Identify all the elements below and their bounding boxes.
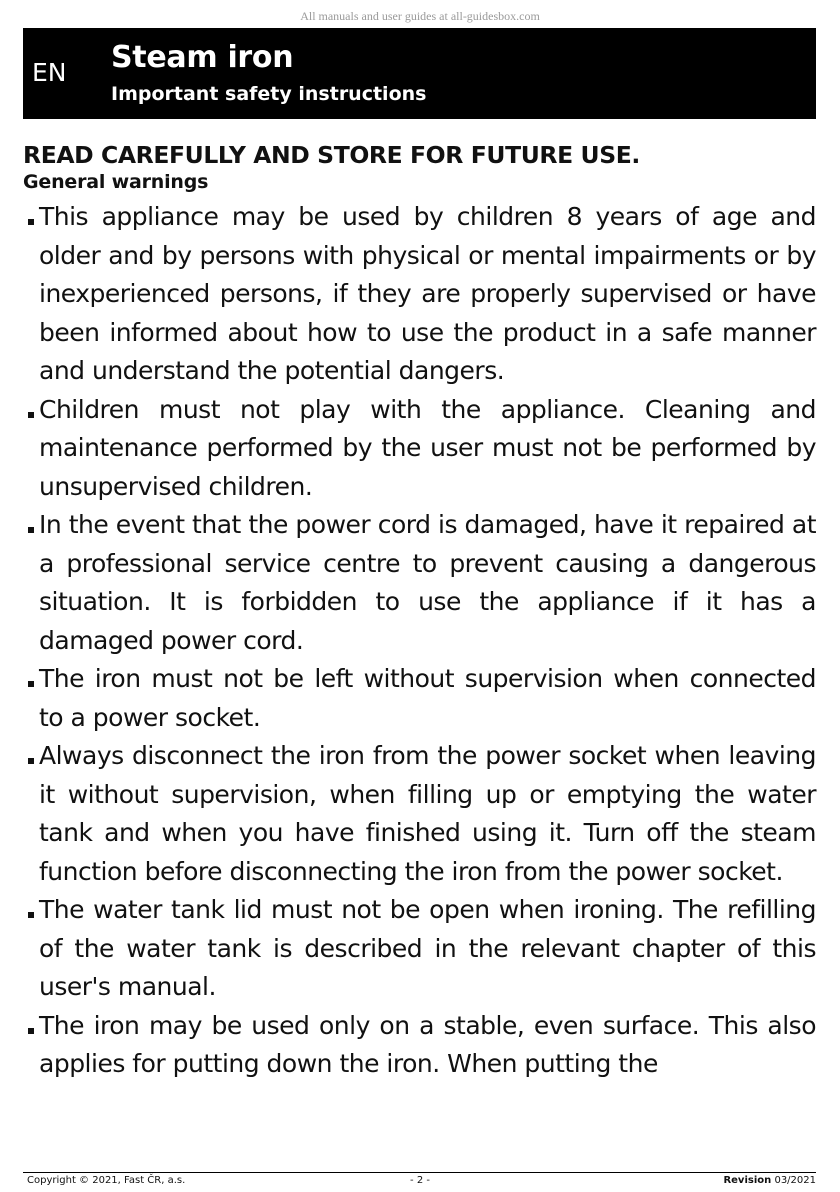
warning-item: Children must not play with the appliance. Cleaning and maintenance performed by the user must not be performed by unsupervised children. <box>23 391 816 507</box>
footer-page-number: - 2 - <box>410 1175 430 1186</box>
section-heading: General warnings <box>23 171 209 193</box>
warning-item: In the event that the power cord is damaged, have it repaired at a professional service centre to prevent causing a dangerous situation. It is forbidden to use the appliance if it has a damaged power cord. <box>23 506 816 660</box>
warning-item: This appliance may be used by children 8 years of age and older and by persons with physical or mental impairments or by inexperienced persons, if they are properly supervised or have been informed about how to use the product in a safe manner and understand the potential dangers. <box>23 198 816 391</box>
warning-item: The iron may be used only on a stable, even surface. This also applies for putting down the iron. When putting the <box>23 1007 816 1084</box>
main-heading: READ CAREFULLY AND STORE FOR FUTURE USE. <box>23 141 640 169</box>
page-header <box>23 28 816 119</box>
warning-item: Always disconnect the iron from the power socket when leaving it without supervision, when filling up or emptying the water tank and when you have finished using it. Turn off the steam function before disconnecting the iron from the power socket. <box>23 737 816 891</box>
language-code: EN <box>32 58 67 87</box>
page-subtitle: Important safety instructions <box>111 83 427 105</box>
footer-divider <box>23 1172 816 1173</box>
revision-label: Revision <box>723 1175 772 1186</box>
footer-copyright: Copyright © 2021, Fast ČR, a.s. <box>27 1175 186 1186</box>
watermark-text: All manuals and user guides at all-guidesbox.com <box>300 9 540 23</box>
warnings-list <box>23 198 816 1084</box>
warning-item: The iron must not be left without supervision when connected to a power socket. <box>23 660 816 737</box>
footer-revision <box>723 1175 816 1186</box>
warning-item: The water tank lid must not be open when ironing. The refilling of the water tank is described in the relevant chapter of this user's manual. <box>23 891 816 1007</box>
page-title: Steam iron <box>111 40 294 75</box>
revision-value: 03/2021 <box>774 1175 816 1186</box>
